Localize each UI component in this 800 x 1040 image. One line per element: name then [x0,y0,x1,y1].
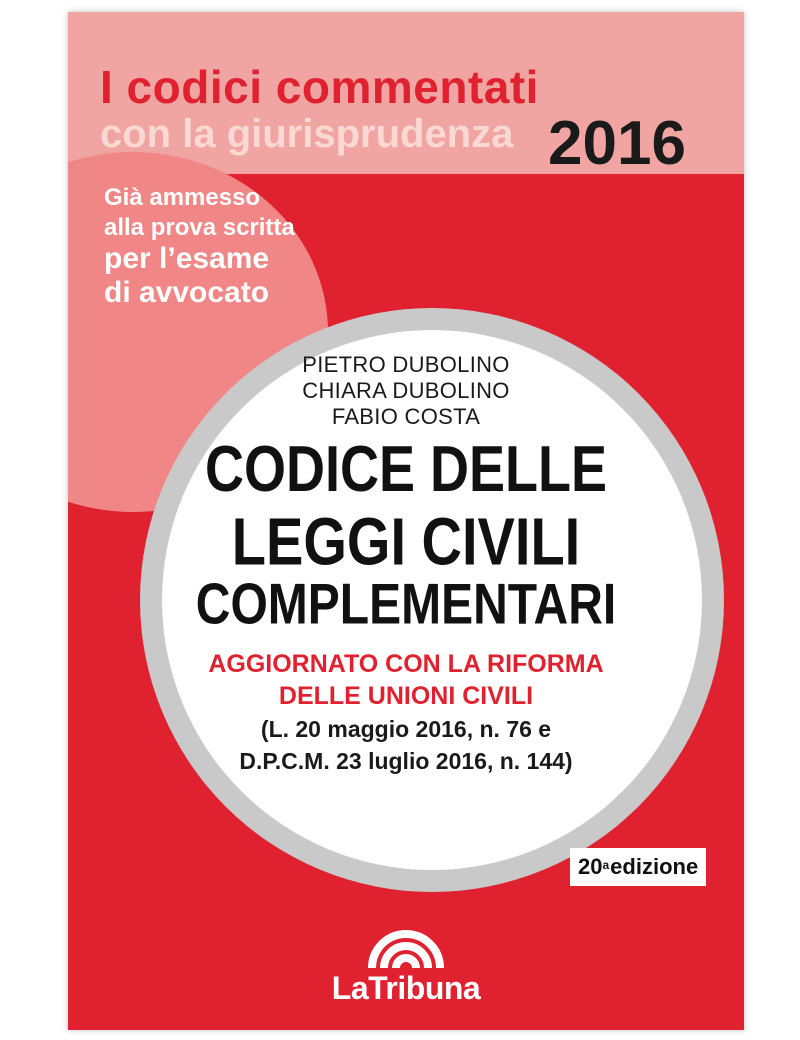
publisher-name: LaTribuna [331,970,481,1006]
edition-superscript: a [602,858,610,872]
publisher-logo [326,914,486,1014]
law-reference-1: (L. 20 maggio 2016, n. 76 e [260,716,552,742]
subtitle-line1: AGGIORNATO CON LA RIFORMA [208,650,604,678]
badge-line-3: per l’esame [104,242,270,275]
edition-number: 20 [578,854,603,879]
subtitle-line2: DELLE UNIONI CIVILI [278,682,534,710]
author-1: PIETRO DUBOLINO [302,352,510,377]
book-title-line1: CODICE DELLE [204,433,608,506]
author-3: FABIO COSTA [331,404,481,429]
badge-line-4: di avvocato [104,276,270,309]
book-cover [68,12,744,1030]
book-title-line3: COMPLEMENTARI [195,573,617,637]
series-title-line2: con la giurisprudenza [100,112,514,156]
badge-line-2: alla prova scritta [104,214,295,241]
edition-word: edizione [610,854,699,879]
series-year: 2016 [548,109,686,178]
series-title-line1: I codici commentati [100,61,539,113]
badge-line-1: Già ammesso [104,184,261,211]
book-title-line2: LEGGI CIVILI [231,503,581,579]
author-2: CHIARA DUBOLINO [302,378,510,403]
publisher-arcs-icon [366,914,446,970]
law-reference-2: D.P.C.M. 23 luglio 2016, n. 144) [239,748,573,774]
edition-label [570,848,706,886]
